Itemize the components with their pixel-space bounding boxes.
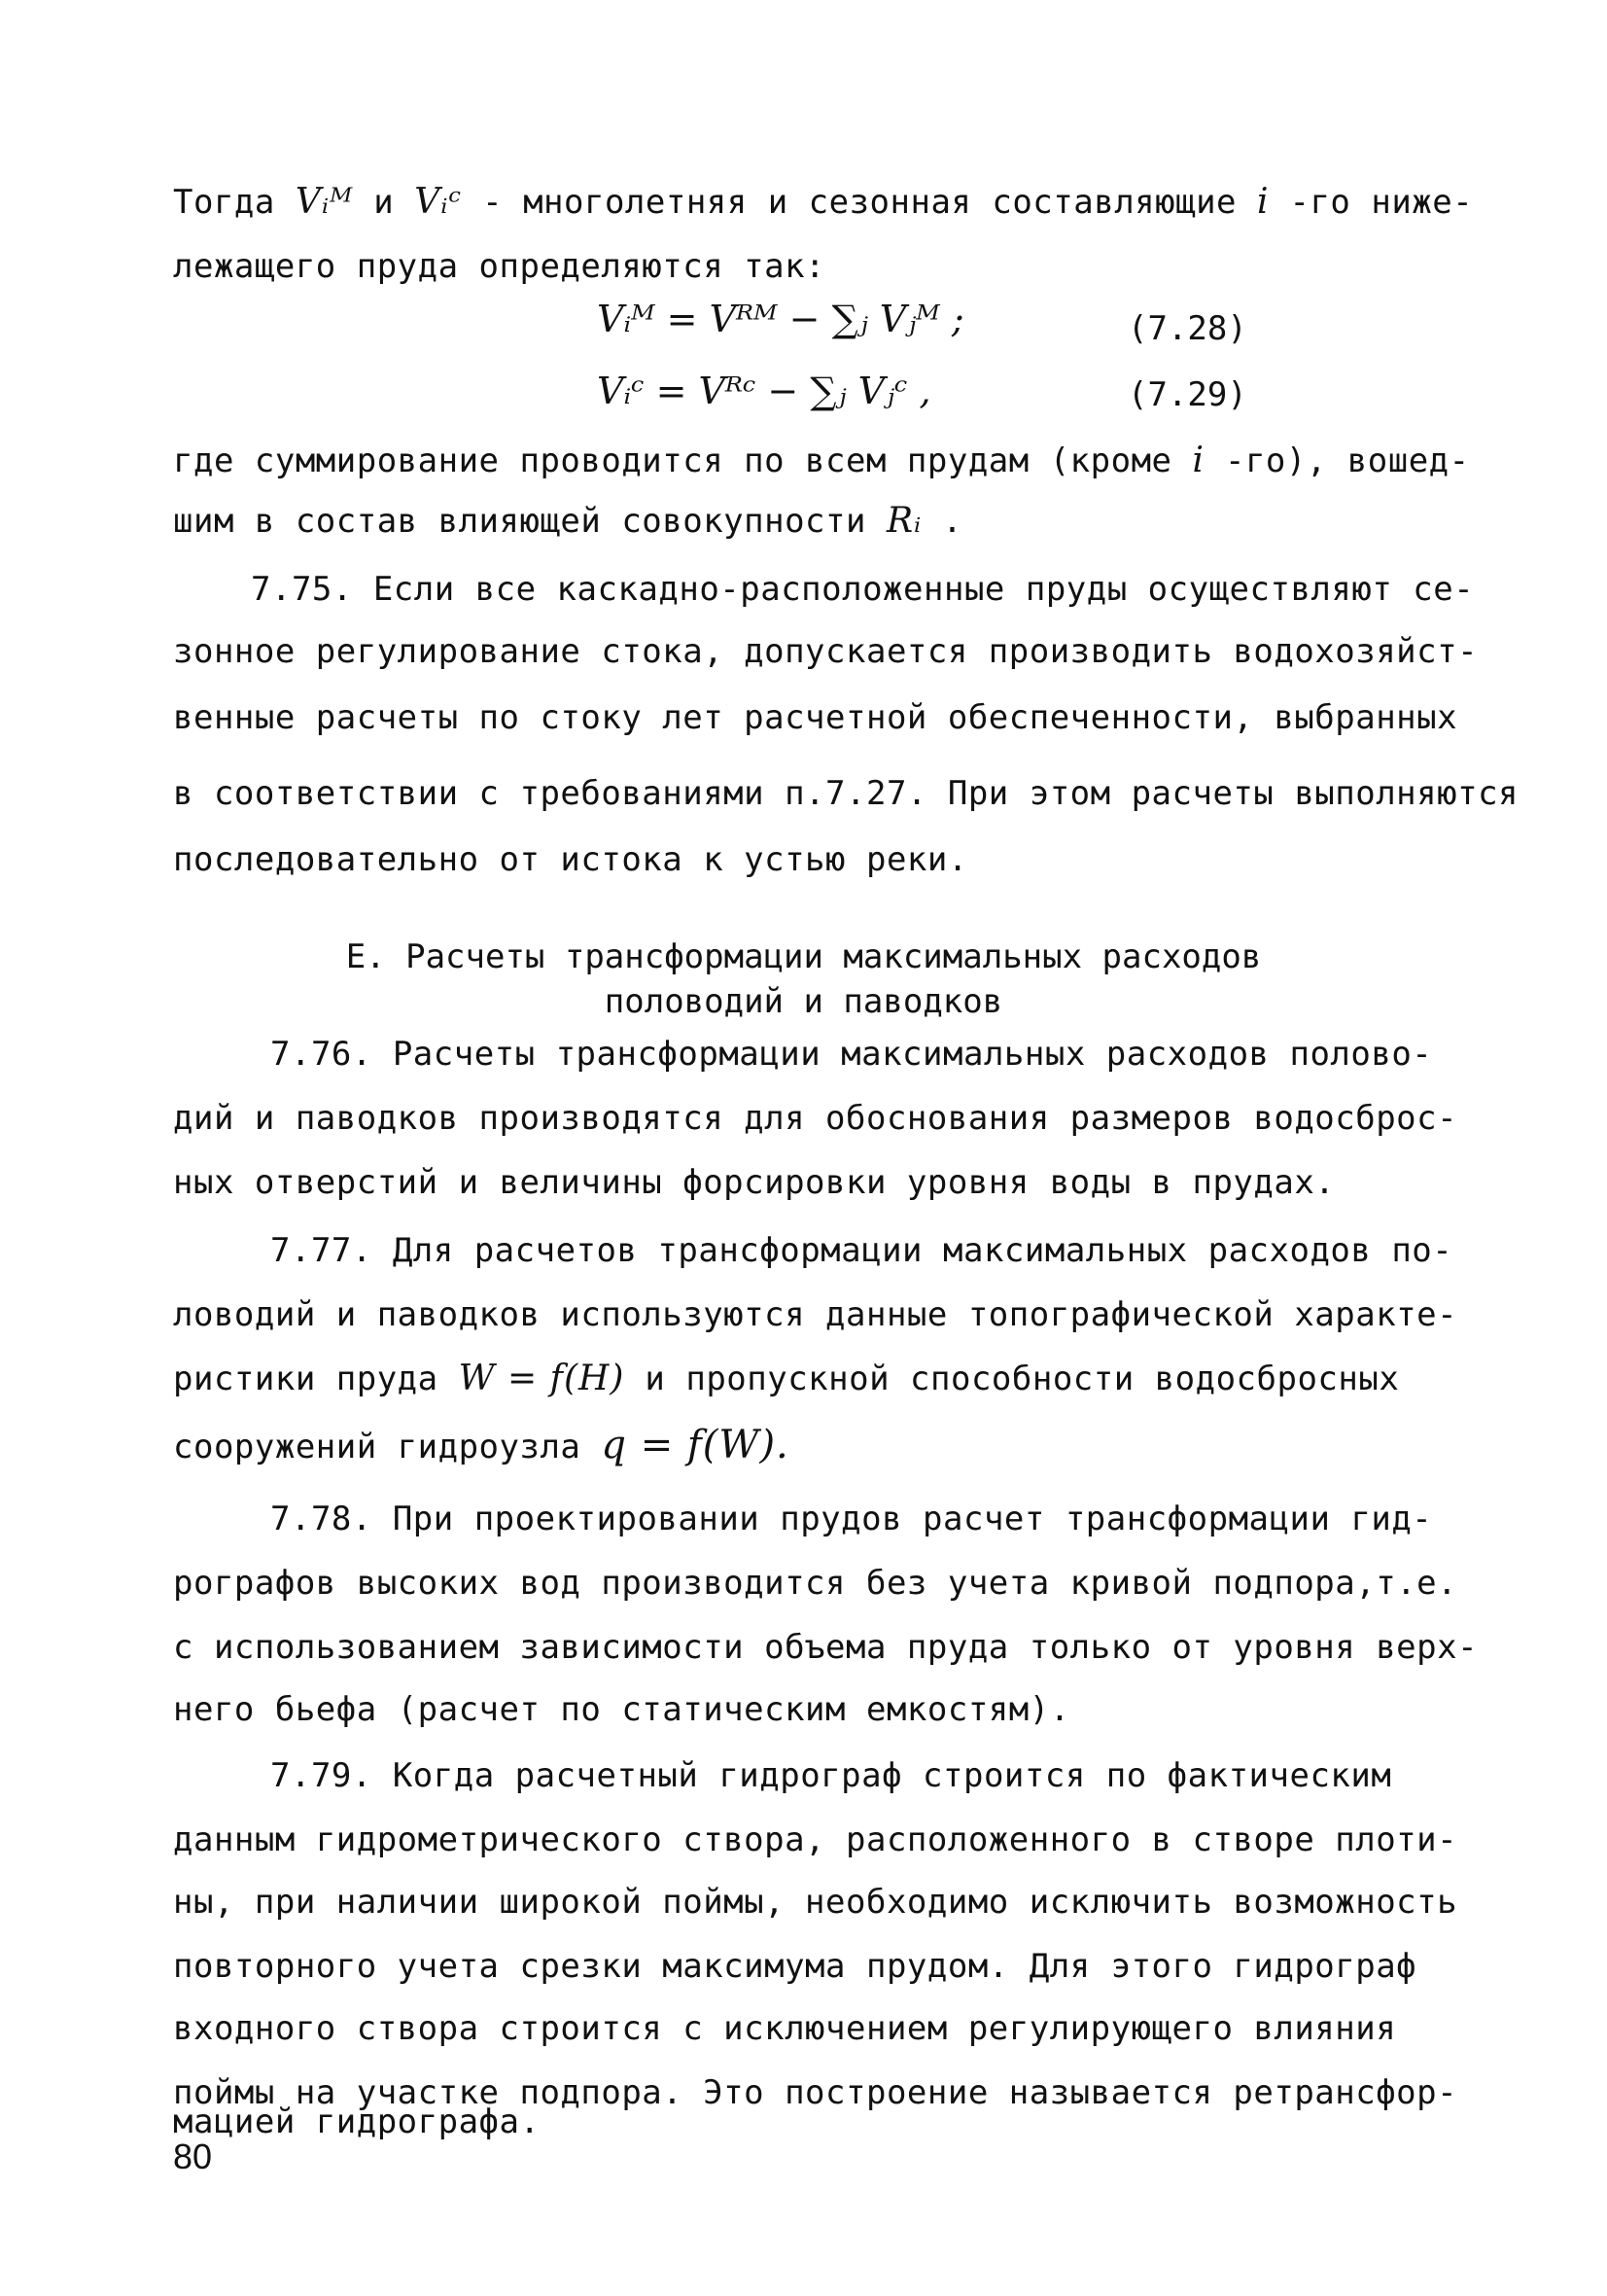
formula-7-28: Vᵢᴹ = Vᴿᴹ − ∑ⱼ Vⱼᴹ ;: [597, 298, 964, 340]
p779-line-1: 7.79. Когда расчетный гидрограф строится по фактическим: [270, 1756, 1392, 1795]
p779-line-7: мацией гидрографа.: [173, 2102, 541, 2141]
where-line-1: [173, 440, 1470, 482]
p779-line-6: поймы на участке подпора. Это построение называется ретрансфор-: [173, 2073, 1458, 2112]
section-heading-line-1: Е. Расчеты трансформации максимальных расходов: [345, 937, 1262, 976]
p775-line-5: последовательно от истока к устью реки.: [173, 840, 968, 879]
p776-line-1: 7.76. Расчеты трансформации максимальных расходов полово-: [270, 1035, 1433, 1074]
p776-line-2: дий и паводков производятся для обоснования размеров водосброс-: [173, 1099, 1458, 1138]
formula-w-f-h: W = f(H): [458, 1359, 625, 1398]
p775-line-4: в соответствии с требованиями п.7.27. При этом расчеты выполняются: [173, 774, 1520, 813]
p775-line-2: зонное регулирование стока, допускается производить водохозяйст-: [173, 632, 1479, 671]
p779-line-5: входного створа строится с исключением регулирующего влияния: [173, 2009, 1397, 2048]
p778-line-2: рографов высоких вод производится без учета кривой подпора,т.е.: [173, 1564, 1458, 1603]
p779-line-3: ны, при наличии широкой поймы, необходимо исключить возможность: [173, 1883, 1458, 1922]
symbol-i: i: [1256, 182, 1270, 222]
symbol-i: i: [1192, 441, 1205, 480]
text: и пропускной способности водосбросных: [624, 1360, 1400, 1398]
text: .: [922, 502, 963, 541]
text: ристики пруда: [173, 1360, 459, 1398]
symbol-v-multiyear: Vᵢᴹ: [295, 182, 354, 222]
p777-line-4: [173, 1424, 789, 1468]
formula-q-f-w: q = f(W).: [601, 1423, 789, 1467]
p778-line-1: 7.78. При проектировании прудов расчет трансформации гид-: [270, 1500, 1433, 1538]
text: шим в состав влияющей совокупности: [173, 502, 887, 541]
symbol-v-seasonal: Vᵢᶜ: [414, 182, 463, 222]
formula-number-7-28: (7.28): [1128, 309, 1247, 348]
p779-line-2: данным гидрометрического створа, расположенного в створе плоти-: [173, 1820, 1458, 1859]
p776-line-3: ных отверстий и величины форсировки уровня воды в прудах.: [173, 1163, 1336, 1202]
page-number: 80: [173, 2137, 213, 2176]
p775-line-1: 7.75. Если все каскадно-расположенные пруды осуществляют се-: [251, 570, 1475, 609]
formula-number-7-29: (7.29): [1128, 375, 1247, 414]
text: -го), вошед-: [1205, 442, 1470, 480]
where-line-2: [173, 500, 962, 543]
text: Тогда: [173, 183, 296, 222]
p778-line-4: него бьефа (расчет по статическим емкостям).: [173, 1690, 1070, 1729]
section-heading-line-2: половодий и паводков: [604, 982, 1003, 1021]
text: -го ниже-: [1269, 183, 1474, 222]
symbol-r-i: Rᵢ: [886, 501, 923, 541]
intro-line-1: [173, 181, 1473, 224]
text: сооружений гидроузла: [173, 1428, 602, 1466]
text: и: [353, 183, 415, 222]
formula-7-29: Vᵢᶜ = Vᴿᶜ − ∑ⱼ Vⱼᶜ ,: [597, 370, 931, 412]
text: где суммирование проводится по всем прудам (кроме: [173, 442, 1193, 480]
intro-line-2: лежащего пруда определяются так:: [173, 247, 826, 286]
p777-line-2: ловодий и паводков используются данные топографической характе-: [173, 1295, 1458, 1334]
p779-line-4: повторного учета срезки максимума прудом. Для этого гидрограф: [173, 1947, 1417, 1986]
text: - многолетняя и сезонная составляющие: [462, 183, 1257, 222]
p777-line-1: 7.77. Для расчетов трансформации максимальных расходов по-: [270, 1231, 1453, 1270]
p777-line-3: [173, 1358, 1399, 1400]
p778-line-3: с использованием зависимости объема пруда только от уровня верх-: [173, 1628, 1479, 1667]
p775-line-3: венные расчеты по стоку лет расчетной обеспеченности, выбранных: [173, 698, 1458, 737]
